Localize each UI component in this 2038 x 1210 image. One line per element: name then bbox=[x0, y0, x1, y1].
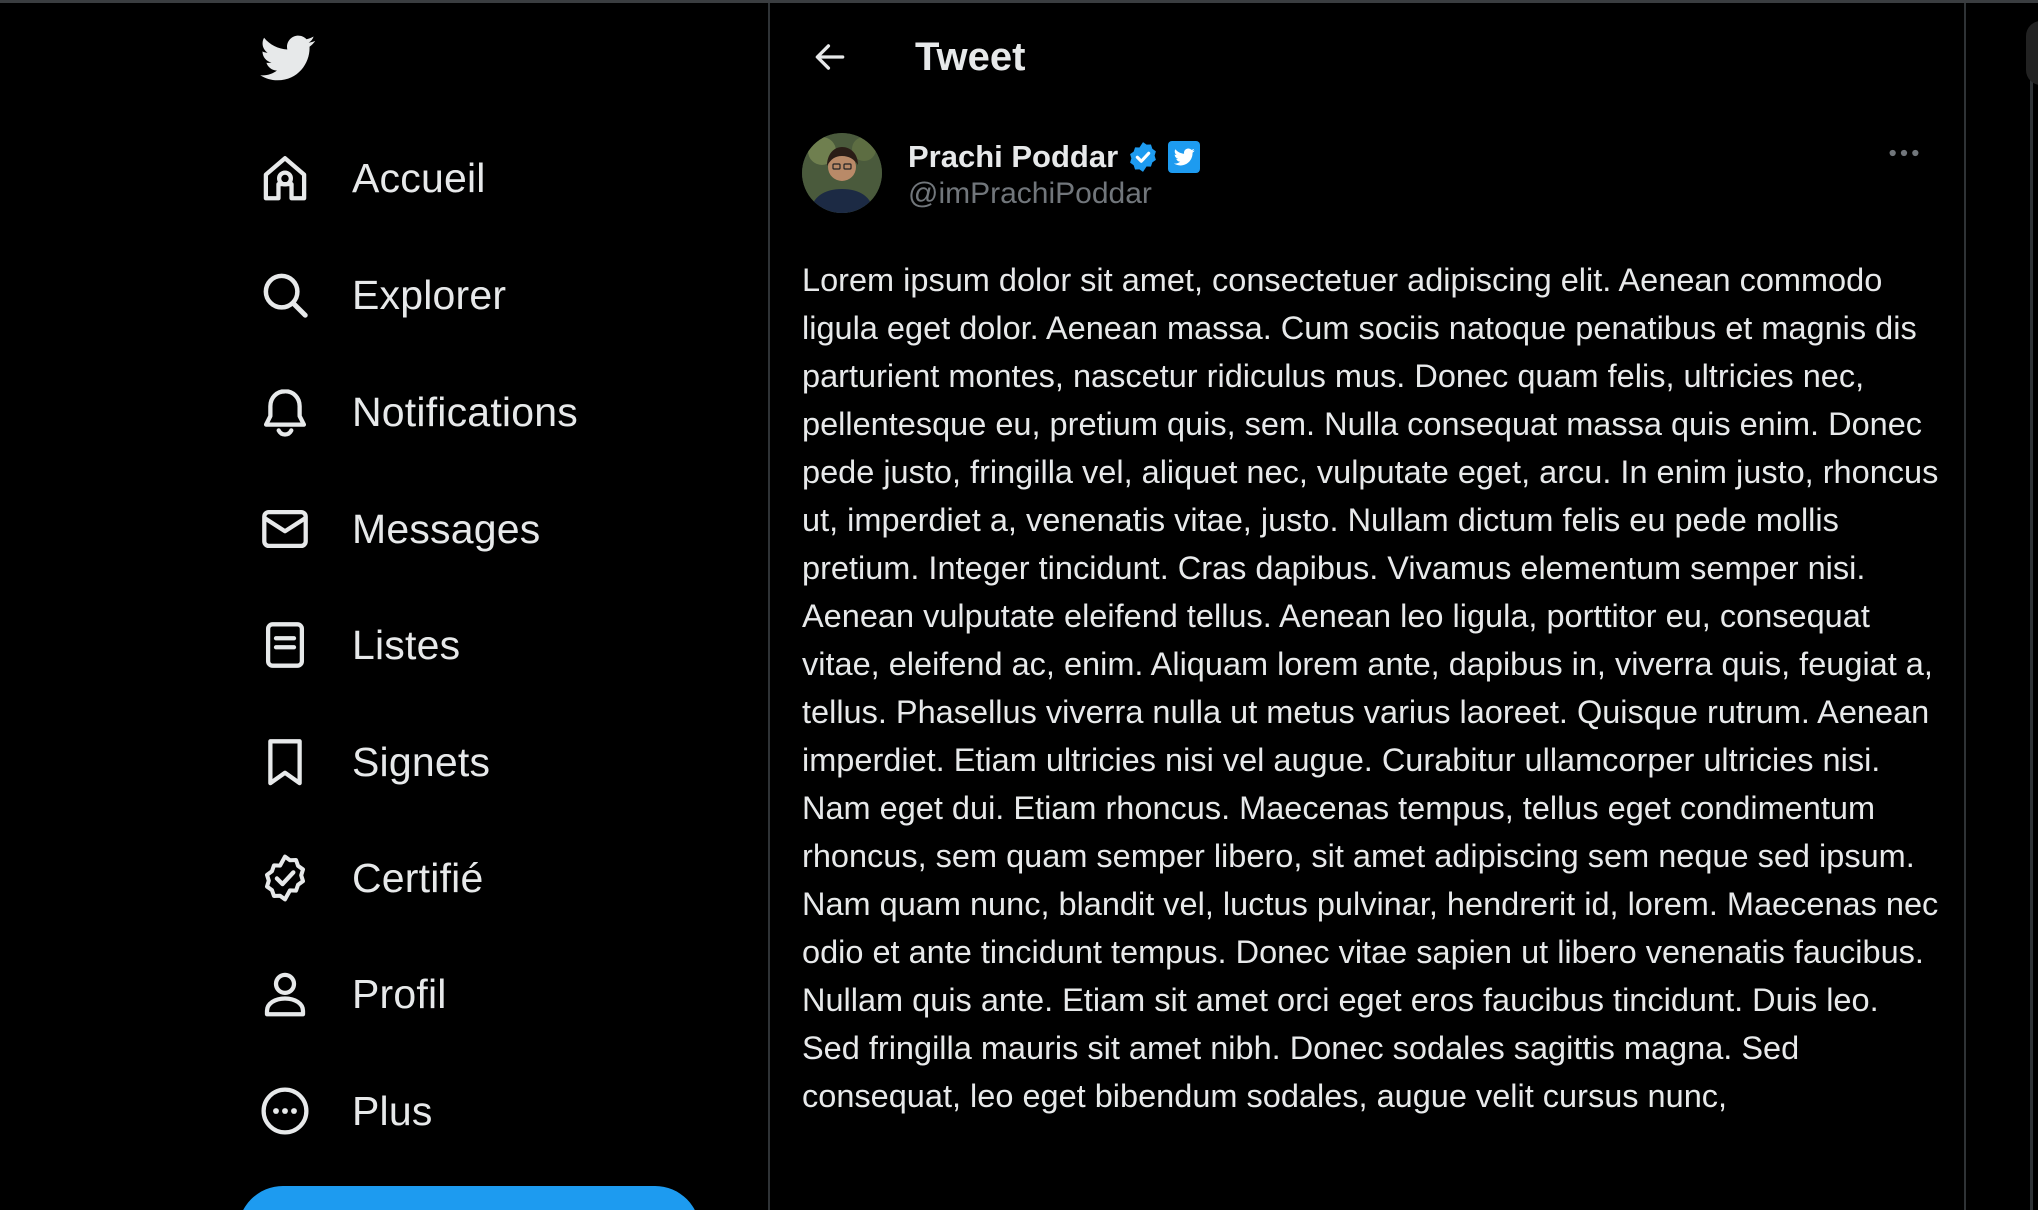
person-icon bbox=[254, 963, 316, 1025]
search-icon bbox=[254, 264, 316, 326]
sidebar-item-label: Profil bbox=[352, 970, 447, 1017]
sidebar-item-label: Certifié bbox=[352, 854, 484, 901]
sidebar-item-label: Messages bbox=[352, 505, 541, 552]
sidebar-item-certifie[interactable] bbox=[254, 838, 483, 918]
author-name-row bbox=[908, 135, 1200, 179]
right-panel-edge bbox=[2030, 23, 2038, 1210]
arrow-left-icon bbox=[811, 38, 849, 76]
sidebar-item-label: Accueil bbox=[352, 154, 486, 201]
avatar[interactable] bbox=[802, 133, 882, 213]
sidebar-item-label: Notifications bbox=[352, 388, 578, 435]
sidebar-item-notifications[interactable] bbox=[254, 372, 578, 452]
ellipsis-icon bbox=[1887, 147, 1921, 159]
sidebar-item-signets[interactable] bbox=[254, 722, 490, 802]
sidebar-item-listes[interactable] bbox=[254, 605, 460, 685]
main-column bbox=[770, 3, 1966, 1210]
bell-icon bbox=[254, 381, 316, 443]
sidebar-item-label: Plus bbox=[352, 1087, 433, 1134]
page-header bbox=[770, 3, 1964, 111]
twitter-affiliate-badge-icon bbox=[1168, 141, 1200, 173]
sidebar-item-profil[interactable] bbox=[254, 954, 447, 1034]
more-options-button[interactable] bbox=[1880, 135, 1928, 171]
author-handle[interactable]: @imPrachiPoddar bbox=[908, 177, 1152, 210]
more-circle-icon bbox=[254, 1080, 316, 1142]
author-name[interactable]: Prachi Poddar bbox=[908, 139, 1119, 174]
tweet-author bbox=[802, 133, 1952, 223]
twitter-bird-icon[interactable] bbox=[256, 29, 318, 87]
verified-check-icon bbox=[1126, 140, 1160, 174]
home-icon bbox=[254, 147, 316, 209]
tweet-button[interactable] bbox=[238, 1186, 700, 1210]
envelope-icon bbox=[254, 498, 316, 560]
sidebar bbox=[0, 3, 770, 1210]
list-icon bbox=[254, 614, 316, 676]
page-title: Tweet bbox=[915, 35, 1026, 79]
bookmark-icon bbox=[254, 731, 316, 793]
sidebar-item-accueil[interactable] bbox=[254, 138, 486, 218]
sidebar-item-label: Signets bbox=[352, 738, 491, 785]
sidebar-item-plus[interactable] bbox=[254, 1071, 433, 1151]
sidebar-item-label: Explorer bbox=[352, 271, 507, 318]
verified-badge-icon bbox=[254, 847, 316, 909]
back-button[interactable] bbox=[806, 33, 854, 81]
sidebar-item-messages[interactable] bbox=[254, 489, 540, 569]
sidebar-item-explorer[interactable] bbox=[254, 255, 506, 335]
sidebar-item-label: Listes bbox=[352, 621, 461, 668]
tweet-text: Lorem ipsum dolor sit amet, consectetuer adipiscing elit. Aenean commodo ligula eget dolor. Aenean massa. Cum sociis natoque penatibus et magnis dis parturient montes, nascetur ridiculus mus. Donec quam felis, ultricies nec, pellentesque eu, pretium quis, sem. Nulla consequat massa quis enim. Donec pede justo, fringilla vel, aliquet nec, vulputate eget, arcu. In enim justo, rhoncus ut, imperdiet a, venenatis vitae, justo. Nullam dictum felis eu pede mollis pretium. Integer tincidunt. Cras dapibus. Vivamus elementum semper nisi. Aenean vulputate eleifend tellus. Aenean leo ligula, porttitor eu, consequat vitae, eleifend ac, enim. Aliquam lorem ante, dapibus in, viverra quis, feugiat a, tellus. Phasellus viverra nulla ut metus varius laoreet. Quisque rutrum. Aenean imperdiet. Etiam ultricies nisi vel augue. Curabitur ullamcorper ultricies nisi. Nam eget dui. Etiam rhoncus. Maecenas tempus, tellus eget condimentum rhoncus, sem quam semper libero, sit amet adipiscing sem neque sed ipsum. Nam quam nunc, blandit vel, luctus pulvinar, hendrerit id, lorem. Maecenas nec odio et ante tincidunt tempus. Donec vitae sapien ut libero venenatis faucibus. Nullam quis ante. Etiam sit amet orci eget eros faucibus tincidunt. Duis leo. Sed fringilla mauris sit amet nibh. Donec sodales sagittis magna. Sed consequat, leo eget bibendum sodales, augue velit cursus nunc, bbox=[802, 262, 1939, 1114]
right-panel-knob bbox=[2026, 21, 2038, 85]
